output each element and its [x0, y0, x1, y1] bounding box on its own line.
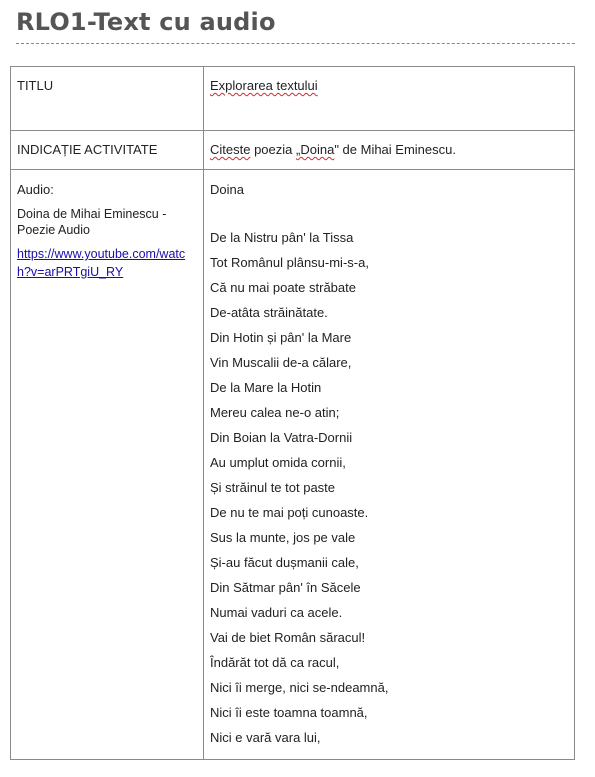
indicatie-label-cell [11, 131, 204, 170]
titlu-value: Explorarea textului [210, 78, 318, 93]
titlu-value-cell [204, 67, 575, 131]
poem-line: De-atâta străinătate. [210, 305, 328, 320]
poem-line: Că nu mai poate străbate [210, 280, 356, 295]
poem-line: Și-au făcut dușmanii cale, [210, 555, 359, 570]
poem-line: Numai vaduri ca acele. [210, 605, 343, 620]
audio-label: Audio: [17, 182, 54, 197]
youtube-link[interactable]: https://www.youtube.com/watch?v=arPRTgiU_RY [17, 247, 186, 279]
poem-title: Doina [210, 182, 244, 197]
poem-line: De la Mare la Hotin [210, 380, 322, 395]
content-table [10, 66, 575, 760]
poem-line: Nici îi merge, nici se-ndeamnă, [210, 680, 389, 695]
poem-line: Nici îi este toamna toamnă, [210, 705, 368, 720]
poem-line: De nu te mai poți cunoaste. [210, 505, 369, 520]
indicatie-label: INDICAȚIE ACTIVITATE [17, 142, 158, 157]
poem-cell [204, 170, 575, 760]
poem-line: Vai de biet Român săracul! [210, 630, 366, 645]
table-row-indicatie [11, 131, 575, 170]
indicatie-value: Citeste poezia „Doina" de Mihai Eminescu. [210, 142, 456, 157]
poem-line: Vin Muscalii de-a călare, [210, 355, 352, 370]
table-row-titlu [11, 67, 575, 131]
title-divider [16, 43, 575, 44]
titlu-label: TITLU [17, 78, 54, 93]
audio-cell [11, 170, 204, 760]
poem-line: Nici e vară vara lui, [210, 730, 321, 745]
poem-line: Din Boian la Vatra-Dornii [210, 430, 353, 445]
poem-line: Tot Românul plânsu-mi-s-a, [210, 255, 369, 270]
poem-lines [210, 228, 568, 753]
table-row-audio [11, 170, 575, 760]
audio-title: Doina de Mihai Eminescu - Poezie Audio [17, 207, 167, 237]
poem-line: Sus la munte, jos pe vale [210, 530, 356, 545]
poem-line: Din Hotin și pân' la Mare [210, 330, 352, 345]
poem-line: Mereu calea ne-o atin; [210, 405, 340, 420]
poem-line: Au umplut omida cornii, [210, 455, 346, 470]
poem-line: Și străinul te tot paste [210, 480, 336, 495]
poem-line: De la Nistru pân' la Tissa [210, 230, 354, 245]
indicatie-value-cell [204, 131, 575, 170]
page-title: RLO1-Text cu audio [16, 8, 276, 36]
poem-line: Îndărăt tot dă ca racul, [210, 655, 340, 670]
titlu-label-cell [11, 67, 204, 131]
poem-line: Din Sătmar pân' în Săcele [210, 580, 361, 595]
